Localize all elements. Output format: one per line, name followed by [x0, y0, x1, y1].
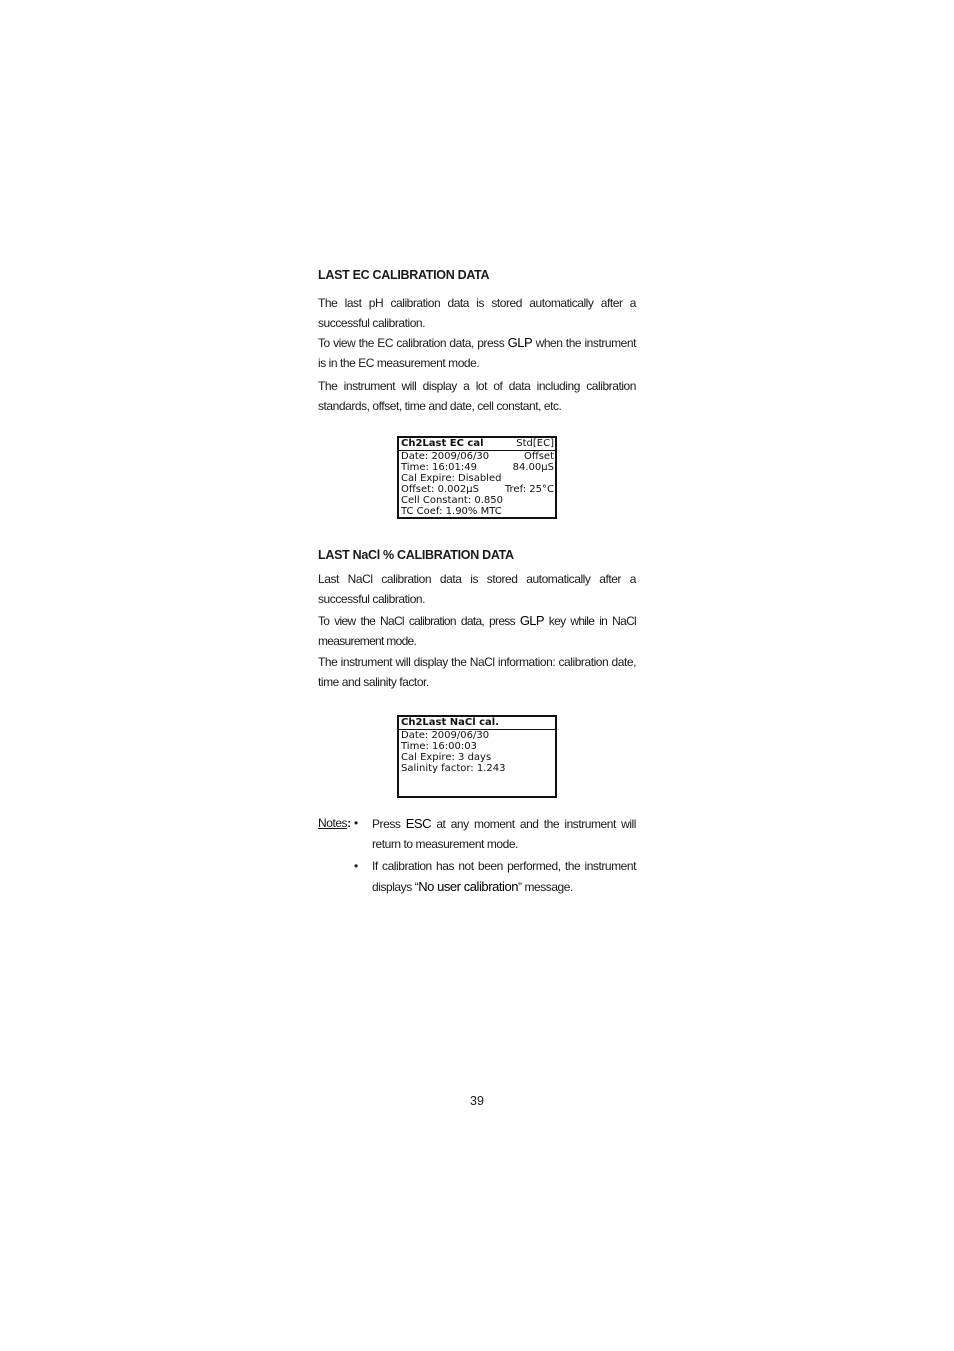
paragraph-nacl-view: To view the NaCl calibration data, press GLP key while in NaCl measurement mode.: [318, 613, 636, 648]
page-content: [318, 268, 636, 897]
list-item: • Press ESC at any moment and the instrument will return to measurement mode.: [354, 814, 636, 854]
bullet: •: [354, 816, 358, 830]
key-glp: GLP: [519, 613, 544, 628]
lcd-title-right: Std[EC]: [516, 438, 554, 449]
notes-block: Notes: • Press ESC at any moment and the instrument will return to measurement mode. • If calibration has not been performed, the instrument displays “No user calibration” message.: [318, 814, 636, 897]
section-heading-ec: LAST EC CALIBRATION DATA: [318, 268, 490, 282]
bullet: •: [354, 859, 358, 873]
page-number: 39: [470, 1094, 484, 1108]
key-glp: GLP: [507, 335, 533, 350]
lcd-row: Date: 2009/06/30 Offset: [401, 451, 554, 462]
message-no-user-calibration: No user calibration: [418, 878, 519, 894]
lcd-row: Date: 2009/06/30: [401, 730, 490, 741]
lcd-row: Cell Constant: 0.850: [401, 495, 504, 506]
notes-label: Notes: [318, 816, 348, 830]
list-item: • If calibration has not been performed, the instrument displays “No user calibration” message.: [354, 857, 636, 897]
lcd-row: Cal Expire: Disabled: [401, 473, 502, 484]
paragraph-ec-stored: The last pH calibration data is stored automatically after a successful calibration.: [318, 296, 636, 330]
lcd-screen-nacl: [397, 715, 557, 798]
notes-list: [354, 814, 636, 897]
lcd-row: Offset: 0.002µS Tref: 25°C: [401, 484, 554, 495]
lcd-screen-ec: [397, 436, 557, 519]
lcd-row: TC Coef: 1.90% MTC: [401, 506, 502, 517]
paragraph-nacl-display: The instrument will display the NaCl information: calibration date, time and salinity factor.: [318, 655, 636, 689]
lcd-title: Ch2Last EC cal: [401, 438, 484, 449]
lcd-row: Salinity factor: 1.243: [401, 763, 506, 774]
paragraph-nacl-stored: Last NaCl calibration data is stored automatically after a successful calibration.: [318, 572, 636, 606]
key-esc: ESC: [405, 816, 432, 831]
lcd-row: Time: 16:01:49 84.00µS: [401, 462, 554, 473]
lcd-title: Ch2Last NaCl cal.: [401, 717, 500, 728]
section-heading-nacl: LAST NaCl % CALIBRATION DATA: [318, 548, 514, 562]
paragraph-ec-view: To view the EC calibration data, press GLP when the instrument is in the EC measurement mode.: [318, 335, 636, 370]
paragraph-ec-display: The instrument will display a lot of data including calibration standards, offset, time and date, cell constant, etc.: [318, 379, 636, 413]
lcd-row: Cal Expire: 3 days: [401, 752, 492, 763]
lcd-row: Time: 16:00:03: [401, 741, 477, 752]
